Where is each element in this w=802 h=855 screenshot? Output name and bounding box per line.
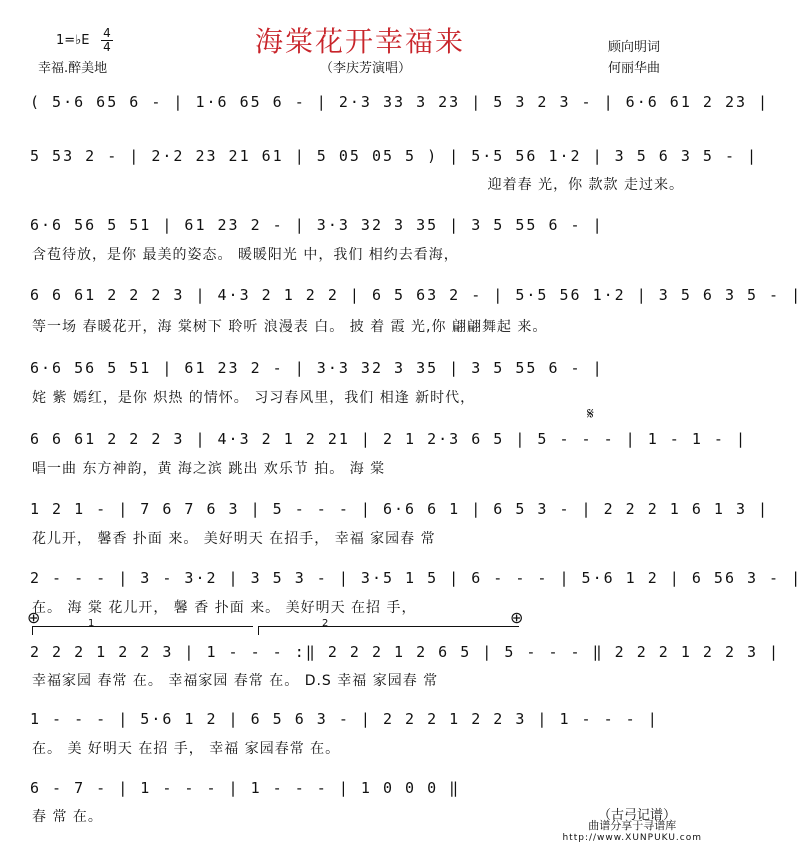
coda-sign-2: ⊕ (510, 608, 524, 627)
score-line-11: 6 - 7 - | 1 - - - | 1 - - - | 1 0 0 0 ‖ (30, 779, 461, 797)
performer: （李庆芳演唱） (320, 61, 412, 76)
album-name: 幸福.醉美地 (38, 61, 108, 76)
site-watermark (562, 817, 702, 843)
lyrics-line-3: 含苞待放，是你 最美的姿态。 暖暖阳光 中，我们 相约去看海， (32, 247, 459, 263)
score-line-6: 6 6 61 2 2 2 3 | 4·3 2 1 2 21 | 2 1 2·3 6 5 | 5 - - - | 1 - 1 - | (30, 430, 747, 448)
lyrics-line-6: 唱一曲 东方神韵，黄 海之滨 跳出 欢乐节 拍。 海 棠 (32, 461, 386, 477)
lyrics-line-10: 在。 美 好明天 在招 手， 幸福 家园春常 在。 (32, 741, 341, 757)
lyrics-line-11: 春 常 在。 (32, 809, 103, 825)
score-line-7: 1 2 1 - | 7 6 7 6 3 | 5 - - - | 6·6 6 1 | 6 5 3 - | 2 2 2 1 6 1 3 | (30, 500, 770, 518)
volta-number-2: 2 (322, 618, 329, 629)
time-signature-bottom: 4 (103, 40, 111, 54)
song-title: 海棠花开幸福来 (254, 25, 465, 58)
site-watermark-line1: 曲谱分享于寻谱库 (588, 819, 677, 832)
score-line-1: ( 5·6 65 6 - | 1·6 65 6 - | 2·3 33 3 23 | 5 3 2 3 - | 6·6 61 2 23 | (30, 93, 770, 111)
site-watermark-line2: http://www.XUNPUKU.com (562, 833, 702, 843)
key-signature: 1=♭E (56, 33, 90, 48)
score-line-5: 6·6 56 5 51 | 61 23 2 - | 3·3 32 3 35 | 3 5 55 6 - | (30, 359, 604, 377)
lyricist: 顾向明词 (608, 40, 661, 55)
lyrics-line-2: 迎着春 光，你 款款 走过来。 (487, 177, 684, 193)
transcriber-note: （古弓记谱） (598, 808, 677, 823)
segno-sign: 𝄋 (587, 404, 594, 423)
time-signature (101, 28, 113, 53)
volta-bracket-1 (32, 626, 253, 635)
score-line-9: 2 2 2 1 2 2 3 | 1 - - - :‖ 2 2 2 1 2 6 5 | 5 - - - ‖ 2 2 2 1 2 2 3 | (30, 643, 781, 661)
volta-bracket-2 (258, 626, 519, 635)
lyrics-line-8: 在。 海 棠 花儿开， 馨 香 扑面 来。 美好明天 在招 手， (32, 600, 417, 616)
lyrics-line-7: 花儿开， 馨香 扑面 来。 美好明天 在招手， 幸福 家园春 常 (32, 531, 436, 547)
score-line-8: 2 - - - | 3 - 3·2 | 3 5 3 - | 3·5 1 5 | 6 - - - | 5·6 1 2 | 6 56 3 - | (30, 569, 802, 587)
composer: 何丽华曲 (608, 61, 661, 76)
time-signature-top: 4 (103, 26, 111, 40)
score-line-3: 6·6 56 5 51 | 61 23 2 - | 3·3 32 3 35 | 3 5 55 6 - | (30, 216, 604, 234)
score-line-10: 1 - - - | 5·6 1 2 | 6 5 6 3 - | 2 2 2 1 2 2 3 | 1 - - - | (30, 710, 659, 728)
score-line-2: 5 53 2 - | 2·2 23 21 61 | 5 05 05 5 ) | 5·5 56 1·2 | 3 5 6 3 5 - | (30, 147, 759, 165)
coda-sign: ⊕ (27, 608, 41, 627)
score-line-4: 6 6 61 2 2 2 3 | 4·3 2 1 2 2 | 6 5 63 2 - | 5·5 56 1·2 | 3 5 6 3 5 - | (30, 286, 802, 304)
lyrics-line-9: 幸福家园 春常 在。 幸福家园 春常 在。 D.S 幸福 家园春 常 (32, 673, 439, 689)
volta-number-1: 1 (88, 618, 95, 629)
lyrics-line-4: 等一场 春暖花开，海 棠树下 聆听 浪漫表 白。 披 着 霞 光,你 翩翩舞起 来。 (32, 319, 548, 335)
lyrics-line-5: 姹 紫 嫣红，是你 炽热 的情怀。 习习春风里，我们 相逢 新时代， (32, 390, 476, 406)
